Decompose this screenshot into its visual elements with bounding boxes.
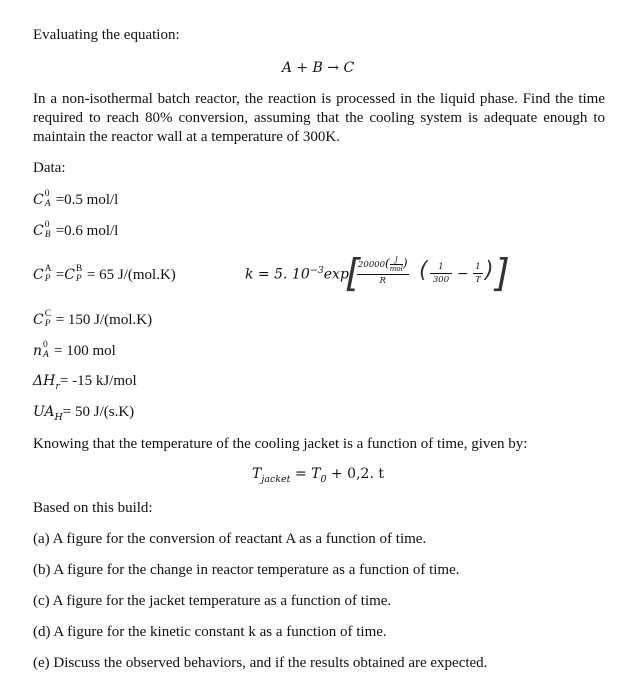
task-a: (a) A figure for the conversion of reactant A as a function of time.: [33, 531, 427, 547]
build-intro: Based on this build:: [33, 500, 153, 516]
data-cpab: C A P =C B P = 65 J/(mol.K): [33, 264, 176, 284]
problem-statement: In a non-isothermal batch reactor, the reaction is processed in the liquid phase. Find the time required to reach 80% conversion, assuming that the cooling system is adequate enough to maintain the reactor wall at a temperature of 300K.: [33, 91, 605, 145]
reaction-equation: A + B → C: [281, 60, 355, 76]
task-c: (c) A figure for the jacket temperature as a function of time.: [33, 593, 392, 609]
data-cb0-value: =0.6 mol/l: [55, 223, 119, 239]
data-cpc: C C P = 150 J/(mol.K): [33, 309, 153, 329]
fraction-1-over-t: $\frac{1}{T}$: [473, 262, 483, 285]
jacket-equation: $T_{jacket} = T_0 + 0,2$. t: [252, 466, 384, 485]
data-ca0-value: =0.5 mol/l: [55, 192, 119, 208]
data-heading: Data:: [33, 160, 66, 176]
data-na0: n 0 A = 100 mol: [33, 340, 116, 360]
k-exponent-fraction: 20000( J mol ) R: [358, 256, 408, 286]
data-cpab-value: = 65 J/(mol.K): [86, 267, 176, 283]
data-dhr-value: = -15 kJ/mol: [59, 373, 137, 389]
intro-text: Evaluating the equation:: [33, 27, 180, 43]
data-ca0: C 0 A =0.5 mol/l: [33, 189, 119, 209]
task-d: (d) A figure for the kinetic constant k as a function of time.: [33, 624, 387, 640]
jacket-intro: Knowing that the temperature of the cooling jacket is a function of time, given by:: [33, 436, 528, 452]
data-na0-value: = 100 mol: [54, 343, 116, 359]
task-e: (e) Discuss the observed behaviors, and if the results obtained are expected.: [33, 655, 488, 671]
task-b: (b) A figure for the change in reactor temperature as a function of time.: [33, 562, 460, 578]
data-cpc-value: = 150 J/(mol.K): [55, 312, 153, 328]
right-bracket: ]: [495, 251, 510, 295]
data-dhr: $\Delta H_r= -15$ kJ/mol: [33, 373, 137, 392]
left-bracket: [: [345, 251, 360, 295]
data-uah: $UA_H= 50$ J/(s.K): [33, 404, 135, 423]
data-cb0: C 0 B =0.6 mol/l: [33, 220, 119, 240]
data-uah-value: = 50 J/(s.K): [62, 404, 135, 420]
fraction-1-over-300: $\frac{1}{300}$: [430, 262, 452, 285]
